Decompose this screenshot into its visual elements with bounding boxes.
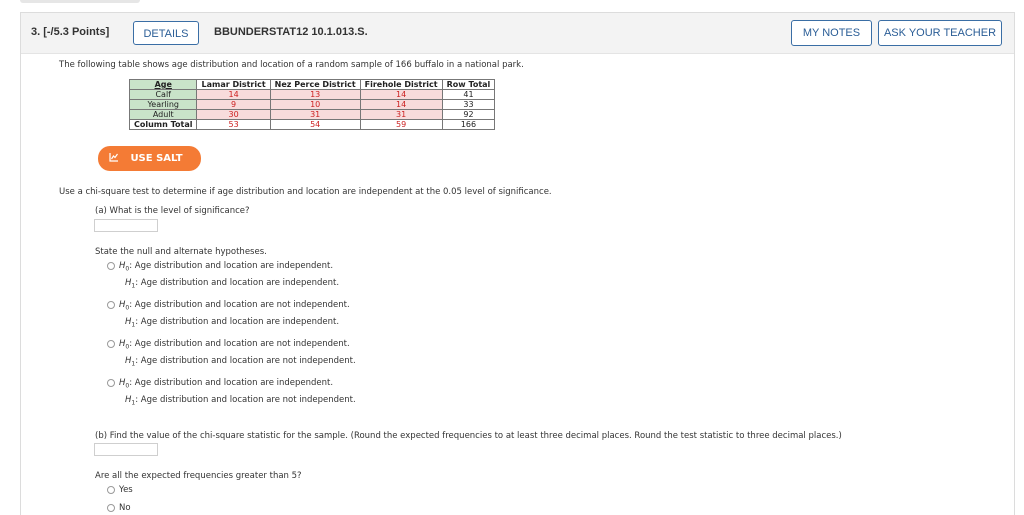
cell: 31	[360, 110, 442, 120]
row-total-cell: 33	[442, 100, 495, 110]
hypothesis-option-1-h0	[119, 261, 333, 273]
header-lamar: Lamar District	[197, 80, 270, 90]
yes-label: Yes	[119, 485, 133, 495]
table-total-row	[130, 120, 495, 130]
header-row-total: Row Total	[442, 80, 495, 90]
h1-symbol: H	[125, 356, 132, 366]
h1-text: : Age distribution and location are independent.	[135, 317, 340, 327]
part-b-question: (b) Find the value of the chi-square statistic for the sample. (Round the expected frequencies to at least three decimal places. Round the test statistic to three decimal places.)	[95, 431, 842, 441]
data-table	[129, 79, 495, 130]
cell: 30	[197, 110, 270, 120]
question-number: 3. [-/5.3 Points]	[31, 26, 110, 38]
salt-chart-icon	[109, 152, 119, 162]
h0-symbol: H	[119, 378, 126, 388]
no-radio[interactable]	[107, 504, 115, 512]
question-header	[21, 13, 1014, 54]
hypothesis-option-1-radio[interactable]	[107, 262, 115, 270]
h1-subscript: 1	[131, 360, 136, 368]
significance-input[interactable]	[94, 219, 158, 232]
column-total-label: Column Total	[130, 120, 197, 130]
h0-text: : Age distribution and location are not independent.	[129, 339, 350, 349]
question-panel	[20, 12, 1015, 515]
hypothesis-option-1-h1	[125, 278, 339, 290]
cell: 9	[197, 100, 270, 110]
h1-symbol: H	[125, 278, 132, 288]
hypothesis-option-2-h0	[119, 300, 350, 312]
h0-subscript: 0	[125, 304, 130, 312]
expected-frequencies-question: Are all the expected frequencies greater than 5?	[95, 471, 302, 481]
grand-total-cell: 166	[442, 120, 495, 130]
h0-subscript: 0	[125, 382, 130, 390]
table-row	[130, 100, 495, 110]
cell: 14	[197, 90, 270, 100]
h1-subscript: 1	[131, 399, 136, 407]
h1-symbol: H	[125, 395, 132, 405]
h0-text: : Age distribution and location are independent.	[129, 378, 334, 388]
row-total-cell: 41	[442, 90, 495, 100]
h1-text: : Age distribution and location are not independent.	[135, 356, 356, 366]
my-notes-button[interactable]: MY NOTES	[791, 20, 872, 46]
table-header-row	[130, 80, 495, 90]
h0-subscript: 0	[125, 343, 130, 351]
hypothesis-option-3-radio[interactable]	[107, 340, 115, 348]
row-total-cell: 92	[442, 110, 495, 120]
h0-subscript: 0	[125, 265, 130, 273]
cell: 14	[360, 90, 442, 100]
table-row	[130, 110, 495, 120]
hypothesis-option-3-h0	[119, 339, 350, 351]
h1-subscript: 1	[131, 282, 136, 290]
hypothesis-option-3-h1	[125, 356, 356, 368]
h0-symbol: H	[119, 300, 126, 310]
cell: 10	[270, 100, 360, 110]
header-nez-perce: Nez Perce District	[270, 80, 360, 90]
row-label: Yearling	[130, 100, 197, 110]
cell: 13	[270, 90, 360, 100]
h1-subscript: 1	[131, 321, 136, 329]
previous-panel-edge	[20, 0, 140, 3]
instruction-text: Use a chi-square test to determine if age distribution and location are independent at the 0.05 level of significance.	[59, 187, 552, 197]
hypotheses-prompt: State the null and alternate hypotheses.	[95, 247, 267, 257]
column-total-cell: 59	[360, 120, 442, 130]
h1-text: : Age distribution and location are not independent.	[135, 395, 356, 405]
use-salt-button[interactable]: USE SALT	[98, 146, 201, 171]
row-label: Adult	[130, 110, 197, 120]
column-total-cell: 53	[197, 120, 270, 130]
h0-text: : Age distribution and location are independent.	[129, 261, 334, 271]
question-code: BBUNDERSTAT12 10.1.013.S.	[214, 26, 368, 38]
cell: 31	[270, 110, 360, 120]
intro-text: The following table shows age distribution and location of a random sample of 166 buffalo in a national park.	[59, 60, 524, 70]
row-label: Calf	[130, 90, 197, 100]
yes-radio[interactable]	[107, 486, 115, 494]
hypothesis-option-4-radio[interactable]	[107, 379, 115, 387]
header-age: Age	[130, 80, 197, 90]
cell: 14	[360, 100, 442, 110]
ask-teacher-button[interactable]: ASK YOUR TEACHER	[878, 20, 1002, 46]
chi-square-input[interactable]	[94, 443, 158, 456]
h1-text: : Age distribution and location are independent.	[135, 278, 340, 288]
page-top	[0, 0, 1024, 10]
hypothesis-option-4-h1	[125, 395, 356, 407]
h0-symbol: H	[119, 261, 126, 271]
hypothesis-option-2-h1	[125, 317, 339, 329]
column-total-cell: 54	[270, 120, 360, 130]
h0-symbol: H	[119, 339, 126, 349]
part-a-question: (a) What is the level of significance?	[95, 206, 250, 216]
table-row	[130, 90, 495, 100]
h1-symbol: H	[125, 317, 132, 327]
h0-text: : Age distribution and location are not independent.	[129, 300, 350, 310]
hypothesis-option-2-radio[interactable]	[107, 301, 115, 309]
details-button[interactable]: DETAILS	[133, 21, 199, 45]
no-label: No	[119, 503, 131, 513]
header-firehole: Firehole District	[360, 80, 442, 90]
hypothesis-option-4-h0	[119, 378, 333, 390]
